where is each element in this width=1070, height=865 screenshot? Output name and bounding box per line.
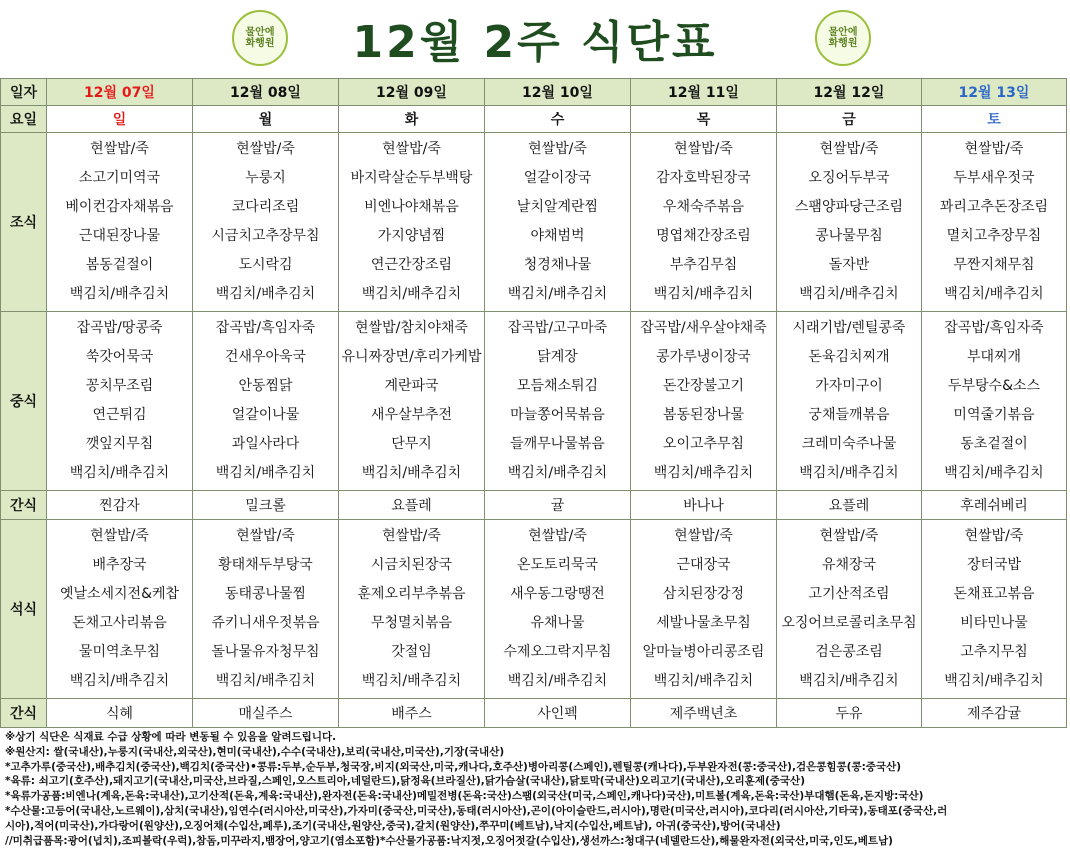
dinner-cell (777, 520, 922, 699)
menu-item: 고기산적조림 (808, 586, 890, 602)
menu-item: 가지양념찜 (377, 228, 446, 244)
menu-item: 모듬채소튀김 (516, 378, 599, 394)
lunch-cell (777, 312, 922, 491)
snack-cell: 제주감귤 (922, 699, 1067, 728)
menu-item: 연근튀김 (92, 407, 147, 423)
menu-item: 비엔나야채볶음 (364, 199, 459, 215)
menu-item: 수제오그락지무침 (503, 644, 612, 660)
menu-item: 얼갈이장국 (523, 170, 592, 186)
menu-item: 명엽채간장조림 (656, 228, 751, 244)
menu-item: 백김치/배추김치 (215, 673, 316, 689)
menu-item: 돈육김치찌개 (808, 349, 890, 365)
menu-item: 온도토리묵국 (516, 557, 599, 573)
menu-item: 백김치/배추김치 (944, 286, 1044, 302)
menu-item: 오이고추무침 (662, 436, 745, 452)
menu-item: 현쌀밥/죽 (819, 141, 879, 157)
snack-cell: 제주백년초 (631, 699, 777, 728)
menu-item: 백김치/배추김치 (944, 465, 1044, 481)
menu-item: 백김치/배추김치 (361, 673, 462, 689)
snack-cell: 사인펙 (485, 699, 631, 728)
menu-item: 부대찌개 (966, 349, 1022, 365)
menu-item: 현쌀밥/죽 (90, 141, 149, 157)
menu-item: 현쌀밥/죽 (819, 528, 879, 544)
menu-item: 건새우아욱국 (224, 349, 307, 365)
weekday-cell: 금 (777, 106, 922, 133)
menu-item: 스팸양파당근조림 (794, 199, 904, 215)
menu-item: 백김치/배추김치 (653, 465, 754, 481)
date-row (1, 79, 1067, 106)
date-cell: 12월 08일 (193, 79, 339, 106)
menu-item: 알마늘병아리콩조림 (642, 644, 765, 660)
menu-item: 깻잎지무침 (85, 436, 154, 452)
note-line: 시아),적어(미국산),가다랑어(원양산),오징어채(수입산,페루),조기(국내산,원양산,중국),갈치(원양산),쭈꾸미(베트남),낙지(수입산,베트남), 아귀(중국산),방어(국내산) (5, 819, 781, 832)
menu-item: 연근간장조림 (370, 257, 453, 273)
menu-item: 비타민나물 (960, 615, 1028, 631)
lunch-cell (193, 312, 339, 491)
menu-item: 잡곡밥/땅콩죽 (76, 320, 163, 336)
dinner-cell (485, 520, 631, 699)
note-line: ※상기 식단은 식재료 수급 상황에 따라 변동될 수 있음을 알려드립니다. (5, 731, 337, 743)
weekday-cell: 화 (339, 106, 485, 133)
menu-item: 시금치고추장무침 (211, 228, 320, 244)
row-label-snack1: 간식 (1, 491, 47, 520)
dinner-cell (922, 520, 1067, 699)
menu-item: 두부새우젓국 (953, 170, 1035, 186)
menu-item: 시래기밥/렌틸콩죽 (792, 320, 906, 336)
menu-item: 과일사라다 (231, 436, 300, 452)
menu-item: 바지락살순두부백탕 (350, 170, 473, 186)
note-line: //미취급품목:광어(넙치),조피볼락(우럭),참돔,미꾸라지,뱀장어,양고기(염소포함)*수산물가공품:낙지젓,오징어젓갈(수입산),생선까스:청대구(네델란드산),해물완자전(외국산,미국,인도,베트남) (5, 834, 893, 847)
menu-item: 백김치/배추김치 (799, 673, 899, 689)
weekday-cell: 수 (485, 106, 631, 133)
menu-table (0, 78, 1067, 728)
menu-item: 오징어두부국 (808, 170, 890, 186)
menu-item: 멸치고추장무침 (946, 228, 1042, 244)
menu-item: 백김치/배추김치 (361, 286, 462, 302)
menu-item: 현쌀밥/죽 (528, 141, 587, 157)
menu-item: 백김치/배추김치 (507, 465, 608, 481)
snack-cell: 요플레 (339, 491, 485, 520)
menu-item: 가자미구이 (815, 378, 883, 394)
snack-cell: 식혜 (47, 699, 193, 728)
menu-item: 백김치/배추김치 (653, 673, 754, 689)
menu-item: 근대장국 (676, 557, 731, 573)
menu-item: 시금치된장국 (370, 557, 453, 573)
menu-item: 백김치/배추김치 (69, 673, 170, 689)
menu-item: 현쌀밥/참치야채죽 (355, 320, 468, 336)
breakfast-cell (922, 133, 1067, 312)
menu-item: 장터국밥 (966, 557, 1022, 573)
menu-item: 안동찜닭 (238, 378, 293, 394)
menu-item: 잡곡밥/새우살야채죽 (640, 320, 767, 336)
menu-item: 얼갈이나물 (231, 407, 300, 423)
weekday-cell: 목 (631, 106, 777, 133)
date-cell: 12월 12일 (777, 79, 922, 106)
menu-item: 우채숙주볶음 (662, 199, 745, 215)
menu-item: 현쌀밥/죽 (964, 528, 1024, 544)
weekday-row (1, 106, 1067, 133)
menu-item: 백김치/배추김치 (215, 286, 316, 302)
weekday-cell: 일 (47, 106, 193, 133)
breakfast-cell (47, 133, 193, 312)
date-cell: 12월 09일 (339, 79, 485, 106)
page-title: 12월 2주 식단표 (352, 17, 718, 68)
note-line: *육류가공품:비엔나(계육,돈육:국내산),고기산적(돈육,계육:국내산),완자전(돈육:국내산)메밀전병(돈육:국산)스팸(외국산(미국,스페인,캐나다)국산),미트볼(계육,돈육:국산)부대햄(돈육,돈지방:국산) (5, 790, 924, 803)
breakfast-cell (485, 133, 631, 312)
snack-cell: 바나나 (631, 491, 777, 520)
menu-item: 마늘쫑어묵볶음 (510, 407, 605, 423)
weekday-cell: 월 (193, 106, 339, 133)
snack-cell: 두유 (777, 699, 922, 728)
menu-item: 베이컨감자채볶음 (65, 199, 174, 215)
date-cell: 12월 13일 (922, 79, 1067, 106)
snack-cell: 귤 (485, 491, 631, 520)
menu-item: 삼치된장강정 (662, 586, 745, 602)
menu-item: 두부탕수&소스 (947, 378, 1041, 394)
row-label-breakfast: 조식 (1, 133, 47, 312)
dinner-cell (631, 520, 777, 699)
menu-item: 세발나물초무침 (656, 615, 751, 631)
menu-item: 무짠지채무침 (953, 257, 1035, 273)
menu-item: 쑥갓어묵국 (85, 349, 154, 365)
menu-item: 황태채두부탕국 (218, 557, 313, 573)
menu-item: 백김치/배추김치 (215, 465, 316, 481)
menu-item: 쥬키니새우젓볶음 (211, 615, 320, 631)
menu-item: 야채범벅 (530, 228, 585, 244)
row-label-lunch: 중식 (1, 312, 47, 491)
menu-item: 돌자반 (828, 257, 870, 273)
snack-cell: 요플레 (777, 491, 922, 520)
weekday-cell: 토 (922, 106, 1067, 133)
menu-item: 돈채표고볶음 (953, 586, 1035, 602)
breakfast-cell (193, 133, 339, 312)
notes-section (5, 730, 1065, 848)
menu-item: 물미역초무침 (78, 644, 161, 660)
menu-item: 백김치/배추김치 (69, 286, 170, 302)
row-label-dinner: 석식 (1, 520, 47, 699)
lunch-cell (47, 312, 193, 491)
menu-item: 새우동그랑땡전 (510, 586, 605, 602)
menu-item: 현쌀밥/죽 (382, 141, 441, 157)
snack1-row (1, 491, 1067, 520)
row-label-date: 일자 (1, 79, 47, 106)
menu-item: 백김치/배추김치 (69, 465, 170, 481)
menu-item: 닭계장 (537, 349, 578, 365)
menu-item: 현쌀밥/죽 (964, 141, 1024, 157)
menu-item: 현쌀밥/죽 (236, 528, 295, 544)
menu-item: 백김치/배추김치 (799, 465, 899, 481)
menu-item: 돌나물유자청무침 (211, 644, 320, 660)
menu-item: 백김치/배추김치 (799, 286, 899, 302)
menu-item: 배추장국 (92, 557, 147, 573)
date-cell: 12월 10일 (485, 79, 631, 106)
menu-item: 누룽지 (245, 170, 286, 186)
lunch-cell (339, 312, 485, 491)
menu-item: 꽁치무조림 (85, 378, 154, 394)
breakfast-cell (631, 133, 777, 312)
lunch-cell (485, 312, 631, 491)
menu-item: 오징어브로콜리초무침 (781, 615, 917, 631)
menu-item: 계란파국 (384, 378, 439, 394)
menu-item: 동태콩나물찜 (224, 586, 307, 602)
menu-item: 잡곡밥/흑임자죽 (215, 320, 316, 336)
dinner-cell (47, 520, 193, 699)
menu-item: 콩가루냉이장국 (656, 349, 751, 365)
lunch-row (1, 312, 1067, 491)
menu-item: 백김치/배추김치 (361, 465, 462, 481)
menu-item: 도시락김 (238, 257, 293, 273)
menu-item: 훈제오리부추볶음 (357, 586, 466, 602)
menu-item: 현쌀밥/죽 (528, 528, 587, 544)
menu-item: 꽈리고추돈장조림 (939, 199, 1049, 215)
menu-item: 잡곡밥/흑임자죽 (944, 320, 1044, 336)
dinner-row (1, 520, 1067, 699)
note-line: *수산물:고등어(국내산,노르웨이),삼치(국내산),임연수(러시아산,미국산),가자미(중국산,미국산),동태(러시아산),곤이(아이슬란드,러시아),명란(미국산,러시아),코다리(러시아산,기타국),동태포(중국산,러 (5, 804, 948, 817)
menu-item: 백김치/배추김치 (944, 673, 1044, 689)
snack-cell: 밀크롤 (193, 491, 339, 520)
menu-item: 궁채들깨볶음 (808, 407, 890, 423)
menu-item: 새우살부추전 (370, 407, 453, 423)
note-line: ※원산지: 쌀(국내산),누룽지(국내산,외국산),현미(국내산),수수(국내산),보리(국내산,미국산),기장(국내산) (5, 745, 505, 758)
menu-item: 무청멸치볶음 (370, 615, 453, 631)
menu-item: 백김치/배추김치 (653, 286, 754, 302)
lunch-cell (631, 312, 777, 491)
menu-item: 돈간장불고기 (662, 378, 745, 394)
menu-item: 검은콩조림 (815, 644, 883, 660)
menu-item: 근대된장나물 (78, 228, 161, 244)
dinner-cell (339, 520, 485, 699)
menu-item: 콩나물무침 (815, 228, 883, 244)
menu-item: 코다리조림 (231, 199, 300, 215)
menu-item: 현쌀밥/죽 (674, 141, 733, 157)
menu-item: 부추김무침 (669, 257, 738, 273)
menu-item: 유채장국 (821, 557, 877, 573)
menu-item: 봄동겉절이 (85, 257, 154, 273)
snack2-row (1, 699, 1067, 728)
menu-item: 백김치/배추김치 (507, 673, 608, 689)
menu-item: 크레미숙주나물 (801, 436, 897, 452)
menu-item: 유니짜장면/후리가케밥 (341, 349, 482, 365)
lunch-cell (922, 312, 1067, 491)
date-cell: 12월 07일 (47, 79, 193, 106)
menu-item: 잡곡밥/고구마죽 (507, 320, 608, 336)
menu-item: 옛날소세지전&케찹 (59, 586, 180, 602)
snack-cell: 배주스 (339, 699, 485, 728)
menu-item: 들깨무나물볶음 (510, 436, 605, 452)
breakfast-cell (777, 133, 922, 312)
row-label-weekday: 요일 (1, 106, 47, 133)
menu-item: 봄동된장나물 (662, 407, 745, 423)
snack-cell: 매실주스 (193, 699, 339, 728)
menu-item: 미역줄기볶음 (953, 407, 1035, 423)
row-label-snack2: 간식 (1, 699, 47, 728)
menu-item: 현쌀밥/죽 (674, 528, 733, 544)
dinner-cell (193, 520, 339, 699)
note-line: *고추가루(중국산),배추김치(중국산),백김치(중국산)•콩류:두부,순두부,청국장,비지(외국산,미국,캐나다,호주산)병아리콩(스페인),렌틸콩(캐나다),두부완자전(콩:중국산),검은콩힘콩(콩:중국산) (5, 760, 902, 773)
menu-item: 현쌀밥/죽 (382, 528, 441, 544)
menu-item: 단무지 (391, 436, 432, 452)
menu-item: 갓절임 (391, 644, 432, 660)
logo-right: 물안에 화행원 (815, 10, 871, 66)
menu-item: 돈채고사리볶음 (72, 615, 167, 631)
menu-item: 백김치/배추김치 (507, 286, 608, 302)
menu-item: 소고기미역국 (78, 170, 161, 186)
snack-cell: 후레쉬베리 (922, 491, 1067, 520)
breakfast-cell (339, 133, 485, 312)
date-cell: 12월 11일 (631, 79, 777, 106)
menu-item: 날치알계란찜 (516, 199, 599, 215)
menu-item: 유채나물 (530, 615, 585, 631)
menu-item: 청경채나물 (523, 257, 592, 273)
snack-cell: 찐감자 (47, 491, 193, 520)
menu-item: 현쌀밥/죽 (236, 141, 295, 157)
menu-item: 동초겉절이 (960, 436, 1028, 452)
logo-left: 물안에 화행원 (232, 10, 288, 66)
menu-item: 감자호박된장국 (656, 170, 751, 186)
menu-item: 고추지무침 (960, 644, 1028, 660)
header (0, 0, 1070, 78)
note-line: *육류: 쇠고기(호주산),돼지고기(국내산,미국산,브라질,스페인,오스트리아,네덜란드),닭정육(브라질산),닭가슴살(국내산),닭토막(국내산)오리고기(국내산),오리훈제(중국산) (5, 775, 805, 788)
menu-item: 현쌀밥/죽 (90, 528, 149, 544)
breakfast-row (1, 133, 1067, 312)
